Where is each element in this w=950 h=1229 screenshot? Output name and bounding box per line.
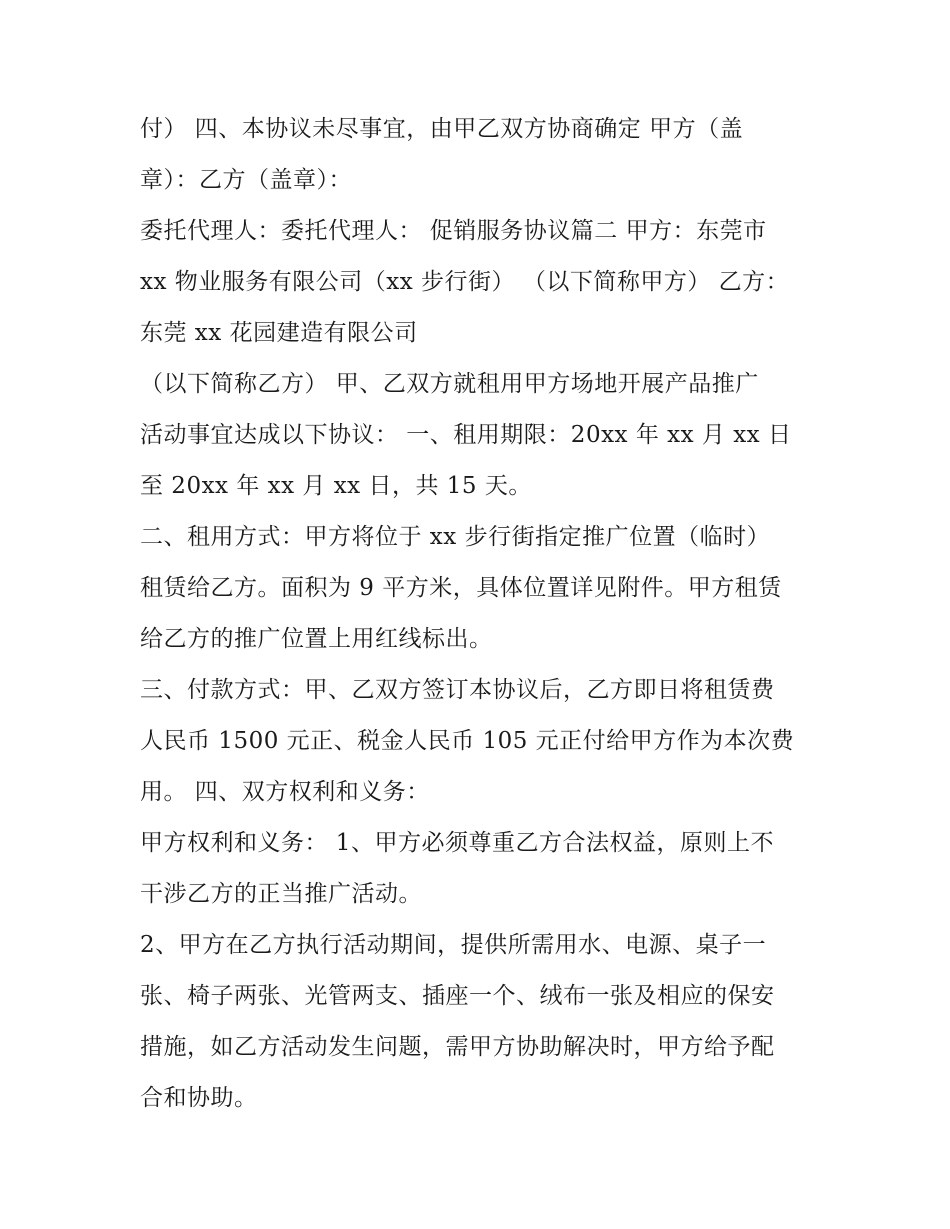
- text-line-18: 张、椅子两张、光管两支、插座一个、绒布一张及相应的保安: [140, 983, 775, 1009]
- text-line-14: 用。 四、双方权利和义务：: [140, 779, 430, 805]
- text-line-1: 付） 四、本协议未尽事宜，由甲乙双方协商确定 甲方（盖: [140, 116, 744, 142]
- text-line-3: 委托代理人：委托代理人： 促销服务协议篇二 甲方：东莞市: [140, 218, 767, 244]
- text-line-10: 租赁给乙方。面积为 9 平方米，具体位置详见附件。甲方租赁: [140, 575, 782, 601]
- text-line-6: （以下简称乙方） 甲、乙双方就租用甲方场地开展产品推广: [140, 371, 759, 397]
- text-line-7: 活动事宜达成以下协议： 一、租用期限：20xx 年 xx 月 xx 日: [140, 422, 792, 448]
- text-line-11: 给乙方的推广位置上用红线标出。: [140, 626, 493, 652]
- text-line-16: 干涉乙方的正当推广活动。: [140, 881, 422, 907]
- text-line-13: 人民币 1500 元正、税金人民币 105 元正付给甲方作为本次费: [140, 728, 795, 754]
- text-line-15: 甲方权利和义务： 1、甲方必须尊重乙方合法权益，原则上不: [140, 830, 774, 856]
- text-line-9: 二、租用方式：甲方将位于 xx 步行街指定推广位置（临时）: [140, 524, 771, 550]
- text-line-8: 至 20xx 年 xx 月 xx 日，共 15 天。: [140, 473, 532, 499]
- text-line-4: xx 物业服务有限公司（xx 步行街） （以下简称甲方） 乙方：: [140, 269, 790, 295]
- text-line-20: 合和协助。: [140, 1085, 258, 1111]
- text-line-17: 2、甲方在乙方执行活动期间，提供所需用水、电源、桌子一: [140, 932, 767, 958]
- text-line-12: 三、付款方式：甲、乙双方签订本协议后，乙方即日将租赁费: [140, 677, 775, 703]
- text-line-5: 东莞 xx 花园建造有限公司: [140, 320, 418, 346]
- text-line-2: 章）：乙方（盖章）：: [140, 167, 352, 193]
- text-line-19: 措施，如乙方活动发生问题，需甲方协助解决时，甲方给予配: [140, 1034, 775, 1060]
- document-body: [140, 104, 820, 1124]
